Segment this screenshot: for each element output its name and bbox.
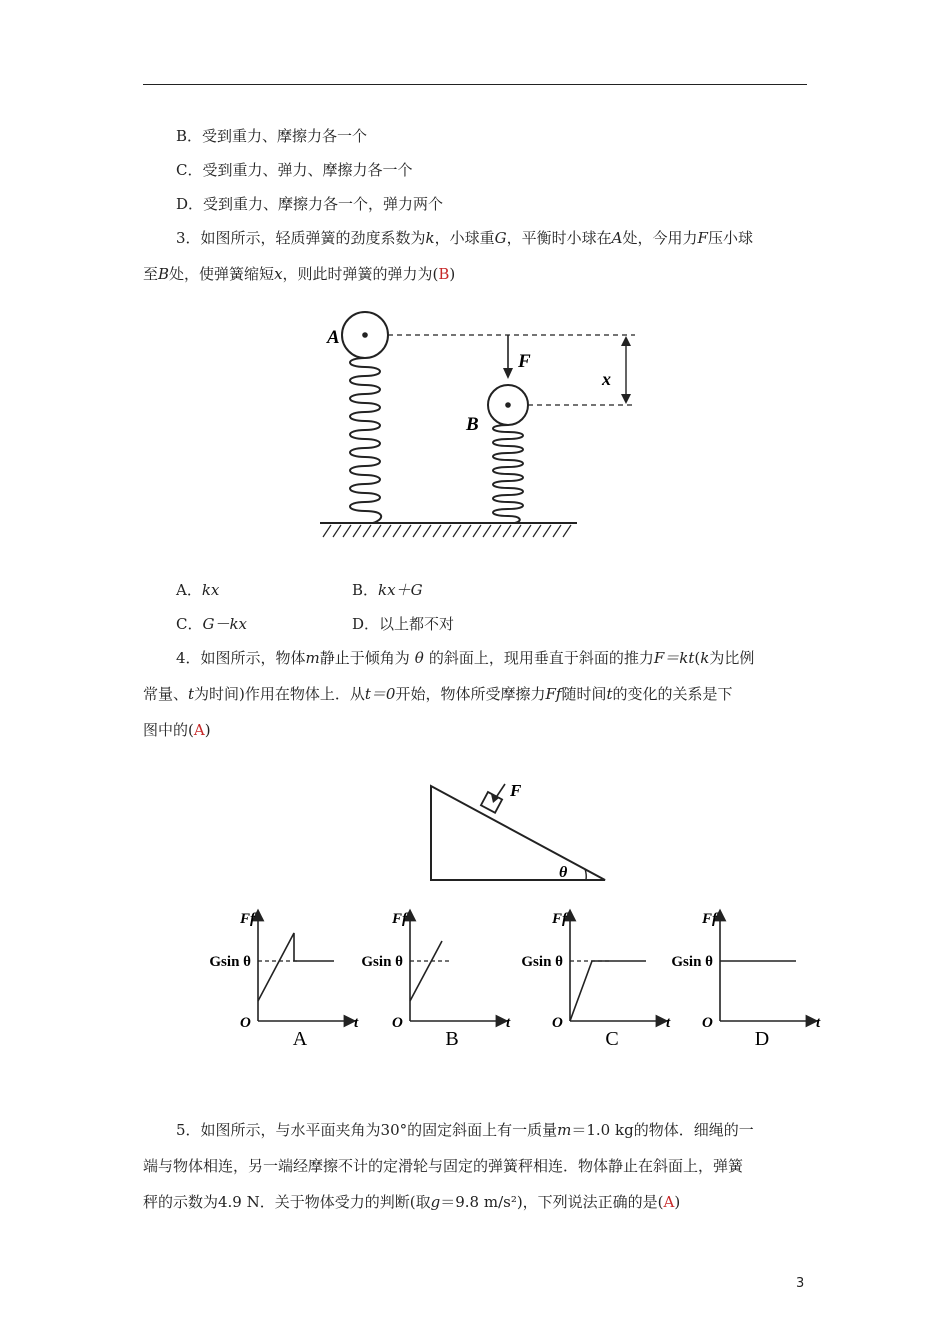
graph-y-label: Ff [552,911,567,927]
ground-hatch [323,525,571,537]
q3-answer: B [438,265,450,283]
graph-letter: B [445,1028,459,1049]
q5-line1: 5．如图所示，与水平面夹角为30°的固定斜面上有一质量m＝1.0 kg的物体．细绳的一 [176,1121,754,1139]
x-arrow-down [621,394,631,404]
graph-letter: C [605,1028,619,1049]
graph-level-label: Gsin θ [209,954,251,970]
incline-label-f: F [510,781,522,800]
label-f: F [518,351,531,372]
q4-line3: 图中的(A) [143,721,211,739]
graph-letter: A [292,1028,308,1049]
force-arrowhead [503,368,513,379]
q4-line1: 4．如图所示，物体m静止于倾角为 θ 的斜面上，现用垂直于斜面的推力F＝kt(k为比例 [176,649,755,667]
incline-figure [425,778,615,886]
incline-triangle [431,786,605,880]
spring-a [350,358,381,523]
q5-line3: 秤的示数为4.9 N．关于物体受力的判断(取g＝9.8 m/s²)，下列说法正确的是(A) [143,1193,681,1211]
q2-option-b: B．受到重力、摩擦力各一个 [176,127,368,145]
graph-curve [410,941,442,1001]
q3-option-a: A．kx [176,581,220,599]
graph-level-label: Gsin θ [521,954,563,970]
q5-answer: A [663,1193,675,1211]
q3-line1: 3．如图所示，轻质弹簧的劲度系数为k，小球重G，平衡时小球在A处，今用力F压小球 [176,229,753,247]
graph-x-label: t [506,1015,511,1031]
ff-graphs [198,903,838,1049]
page-number: 3 [796,1276,805,1291]
graph-letter: D [754,1028,770,1049]
header-rule [143,84,807,85]
angle-arc [585,869,586,880]
q3-option-d: D．以上都不对 [352,615,455,633]
ball-b-center [505,402,511,408]
graph-level-label: Gsin θ [361,954,403,970]
label-b: B [466,414,479,435]
graph-origin-label: O [552,1015,563,1031]
label-x: x [602,369,611,389]
spring-b [493,425,523,523]
q3-option-b: B．kx＋G [352,581,423,599]
graph-b [361,911,511,1049]
graph-x-label: t [816,1015,821,1031]
graph-origin-label: O [240,1015,251,1031]
graph-y-label: Ff [240,911,255,927]
q2-option-c: C．受到重力、弹力、摩擦力各一个 [176,161,413,179]
q3-option-c: C．G－kx [176,615,248,633]
q3-line2: 至B处，使弹簧缩短x，则此时弹簧的弹力为(B) [143,265,456,283]
label-a: A [327,327,340,348]
graph-a [209,911,359,1049]
q5-line2: 端与物体相连，另一端经摩擦不计的定滑轮与固定的弹簧秤相连．物体静止在斜面上，弹簧 [143,1157,744,1175]
graph-c [521,911,671,1049]
graph-y-label: Ff [392,911,407,927]
graph-d [671,911,821,1049]
graph-y-label: Ff [702,911,717,927]
q4-answer: A [193,721,205,739]
graph-x-label: t [354,1015,359,1031]
graph-x-label: t [666,1015,671,1031]
x-arrow-up [621,336,631,346]
graph-level-label: Gsin θ [671,954,713,970]
graph-curve [570,961,646,1021]
spring-figure [315,305,655,545]
angle-label: θ [559,864,568,881]
graph-origin-label: O [392,1015,403,1031]
graph-origin-label: O [702,1015,713,1031]
ball-a-center [362,332,368,338]
q2-option-d: D．受到重力、摩擦力各一个，弹力两个 [176,195,444,213]
q4-line2: 常量、t为时间)作用在物体上．从t＝0开始，物体所受摩擦力Ff随时间t的变化的关系是下 [143,685,733,703]
graph-curve [258,933,334,1001]
